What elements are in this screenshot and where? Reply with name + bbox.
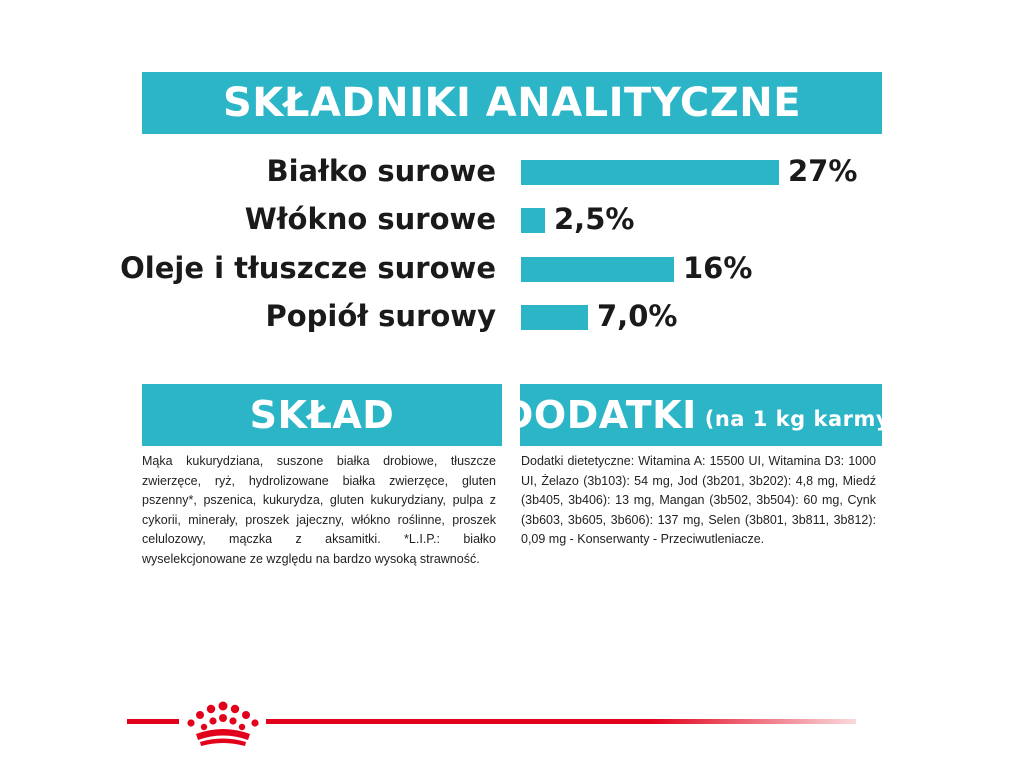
nutrient-row	[0, 296, 1024, 336]
additives-title: DODATKI	[501, 393, 697, 437]
nutrient-bar	[521, 208, 545, 233]
nutrient-value: 27%	[788, 154, 858, 188]
composition-title: SKŁAD	[249, 393, 395, 437]
nutrient-row	[0, 199, 1024, 239]
nutrient-value: 7,0%	[597, 299, 678, 333]
nutrient-label: Białko surowe	[266, 154, 496, 188]
footer-divider-left	[127, 719, 179, 724]
additives-text: Dodatki dietetyczne: Witamina A: 15500 UI, Witamina D3: 1000 UI, Żelazo (3b103): 54 mg, Jod (3b201, 3b202): 4,8 mg, Miedź (3b405, 3b406): 13 mg, Mangan (3b502, 3b504): 60 mg, Cynk (3b603, 3b605, 3b606): 137 mg, Selen (3b801, 3b811, 3b812): 0,09 mg - Konserwanty - Przeciwutleniacze.	[521, 454, 876, 546]
nutrient-bar	[521, 305, 588, 330]
nutrient-label: Włókno surowe	[244, 202, 496, 236]
composition-banner	[142, 384, 502, 446]
nutrient-label: Oleje i tłuszcze surowe	[120, 251, 496, 285]
nutrient-bar	[521, 160, 779, 185]
analytical-constituents-banner	[142, 72, 882, 134]
nutrient-value: 2,5%	[554, 202, 635, 236]
nutrient-row	[0, 151, 1024, 191]
nutrient-label: Popiół surowy	[265, 299, 496, 333]
nutrient-bar	[521, 257, 674, 282]
additives-banner	[501, 384, 901, 446]
composition-text: Mąka kukurydziana, suszone białka drobiowe, tłuszcze zwierzęce, ryż, hydrolizowane białka zwierzęce, gluten pszenny*, pszenica, kukurydza, gluten kukurydziany, pulpa z cykorii, minerały, proszek jajeczny, włókno roślinne, proszek celulozowy, mączka z aksamitki. *L.I.P.: białko wyselekcjonowane ze względu na bardzo wysoką strawność.	[142, 454, 496, 566]
nutrient-value: 16%	[683, 251, 753, 285]
additives-subtitle: (na 1 kg karmy)	[704, 407, 901, 431]
footer-divider-right	[266, 719, 856, 724]
royal-canin-crown-icon	[182, 700, 264, 748]
analytical-constituents-title: SKŁADNIKI ANALITYCZNE	[222, 80, 802, 126]
nutrient-row	[0, 248, 1024, 288]
